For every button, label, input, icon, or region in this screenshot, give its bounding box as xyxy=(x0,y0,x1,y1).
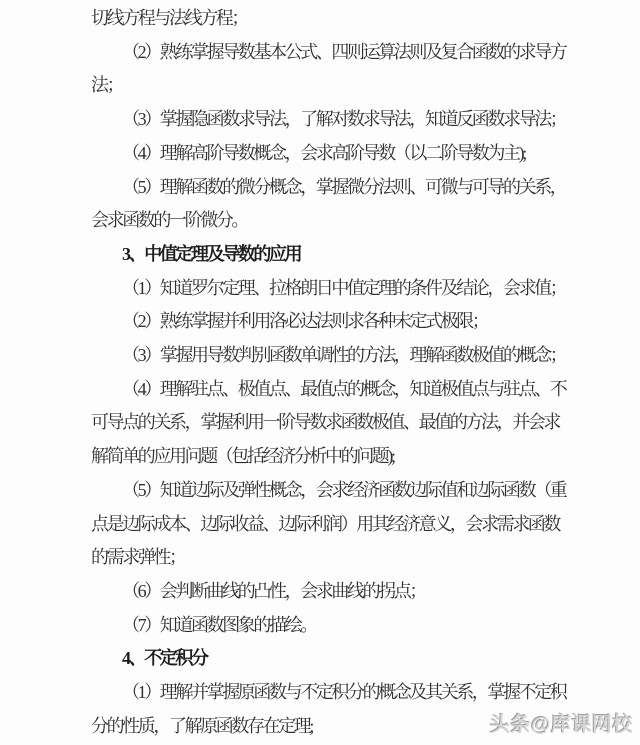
document-body xyxy=(91,2,569,743)
text-line: （1）理解并掌握原函数与不定积分的概念及其关系，掌握不定积 xyxy=(122,682,566,703)
text-line: 可导点的关系，掌握利用一阶导数求函数极值、最值的方法，并会求 xyxy=(91,412,559,433)
text-line: （2）熟练掌握导数基本公式、四则运算法则及复合函数的求导方 xyxy=(122,41,566,62)
text-line: （1）知道罗尔定理、拉格朗日中值定理的条件及结论，会求值； xyxy=(122,277,566,298)
text-line: 解简单的应用问题（包括经济分析中的问题); xyxy=(91,446,394,467)
text-line: （2）熟练掌握并利用洛必达法则求各种未定式极限； xyxy=(122,311,488,332)
text-line: 法； xyxy=(91,75,123,96)
text-line: （3）掌握用导数判别函数单调性的方法，理解函数极值的概念； xyxy=(122,345,566,366)
text-line: （5）知道边际及弹性概念，会求经济函数边际值和边际函数（重 xyxy=(122,479,566,500)
text-line: （7）知道函数图象的描绘。 xyxy=(122,614,316,635)
text-line: 的需求弹性； xyxy=(91,547,185,568)
section-heading: 4、不定积分 xyxy=(122,648,207,669)
text-line: （4）理解高阶导数概念，会求高阶导数（以二阶导数为主); xyxy=(122,142,525,163)
text-line: 切线方程与法线方程； xyxy=(91,8,247,28)
text-line: （6）会判断曲线的凸性，会求曲线的拐点； xyxy=(122,580,425,601)
text-line: （5）理解函数的微分概念，掌握微分法则、可微与可导的关系， xyxy=(122,176,566,197)
text-line: 会求函数的一阶微分。 xyxy=(91,210,247,231)
text-line: 点是边际成本、边际收益、边际利润）用其经济意义，会求需求函数 xyxy=(91,513,559,534)
text-line: （4）理解驻点、极值点、最值点的概念，知道极值点与驻点、不 xyxy=(122,378,566,399)
text-line: （3）掌握隐函数求导法，了解对数求导法，知道反函数求导法； xyxy=(122,109,566,130)
toutiao-watermark: 头条@库课网校 xyxy=(489,714,633,736)
text-line: 分的性质，了解原函数存在定理; xyxy=(91,715,312,736)
section-heading: 3、中值定理及导数的应用 xyxy=(122,243,301,264)
